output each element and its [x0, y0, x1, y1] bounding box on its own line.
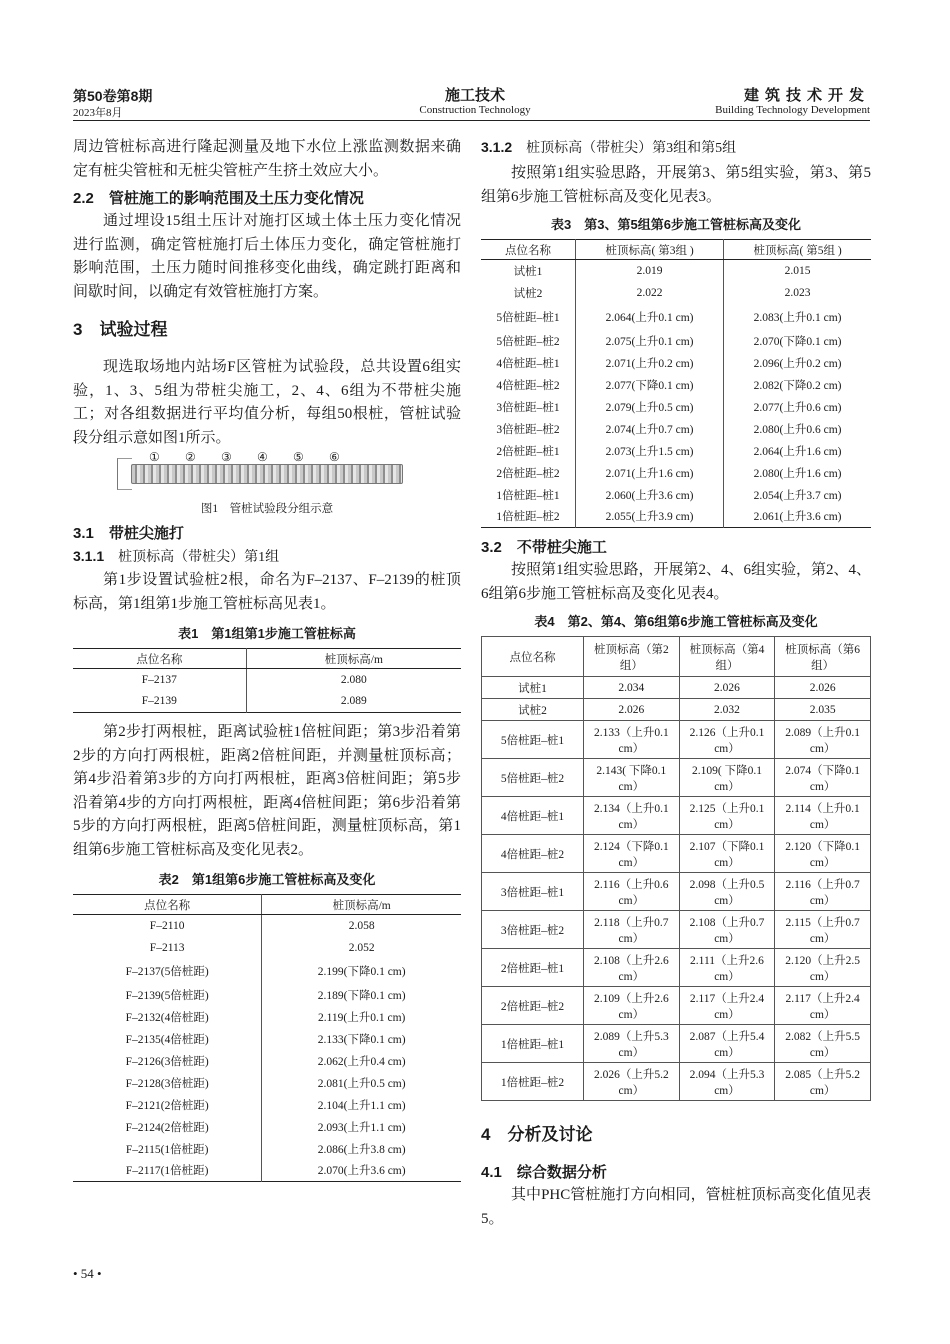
group-label-4: ④	[257, 450, 268, 464]
table-cell: 2.086(上升3.8 cm)	[317, 1143, 406, 1156]
table-cell: 2.109( 下降0.1 cm）	[679, 759, 775, 797]
table-cell: 2.143( 下降0.1 cm）	[584, 759, 680, 797]
table-cell: 2.023	[784, 286, 811, 299]
table-cell: 2.116（上升0.7 cm）	[775, 873, 871, 911]
table-row	[481, 304, 871, 330]
table-cell: 2.015	[784, 264, 811, 277]
table-cell: 2.070(下降0.1 cm)	[753, 335, 842, 348]
table-cell: 2.070(上升3.6 cm)	[317, 1165, 406, 1178]
right-column	[481, 136, 871, 1231]
table-cell: 2.026	[775, 677, 871, 699]
table-cell: 5倍桩距–桩2	[482, 759, 584, 797]
table-cell: 4倍桩距–桩1	[481, 352, 576, 374]
figure-1-diagram	[73, 450, 461, 498]
table-cell: 2.120（上升2.5 cm）	[775, 949, 871, 987]
table-cell: 2.117（上升2.4 cm）	[775, 987, 871, 1025]
table-cell: 2.077(上升0.6 cm)	[753, 401, 842, 414]
table-cell: 2.109（上升2.6 cm）	[584, 987, 680, 1025]
section-title-cn: 建筑技术开发	[743, 87, 870, 104]
section-3-paragraph: 现选取场地内站场F区管桩为试验段，总共设置6组实验，1、3、5组为带桩尖施工，2、4、6组为不带桩尖施工；对各组数据进行平均值分析，每组50根桩，管桩试验段分组示意如图1所示。	[73, 359, 461, 446]
table-cell: F–2139(5倍桩距)	[73, 984, 262, 1006]
table-cell: 2.118（上升0.7 cm）	[584, 911, 680, 949]
table-3-header	[481, 240, 871, 260]
table-cell: F–2115(1倍桩距)	[73, 1138, 262, 1160]
section-4-heading: 4 分析及讨论	[481, 1125, 593, 1144]
section-4-1-heading: 4.1 综合数据分析	[481, 1164, 607, 1181]
table-row	[482, 949, 871, 987]
table-cell: 1倍桩距–桩2	[482, 1063, 584, 1101]
table-cell: 2.032	[679, 699, 775, 721]
table-cell: 2.199(下降0.1 cm)	[317, 966, 406, 978]
table-cell: 3倍桩距–桩2	[482, 911, 584, 949]
table-3	[481, 239, 871, 528]
table-2-header	[73, 895, 461, 915]
table-cell: 2.096(上升0.2 cm)	[753, 357, 842, 370]
table-2-col-name: 点位名称	[73, 895, 262, 915]
section-4-1-paragraph: 其中PHC管桩施打方向相同，管桩桩顶标高变化值见表5。	[481, 1187, 871, 1227]
table-2-col-elev: 桩顶标高/m	[262, 895, 461, 915]
table-cell: 2.080	[340, 673, 367, 686]
table-cell: 2.034	[584, 677, 680, 699]
table-row	[482, 759, 871, 797]
table-cell: 2.019	[576, 260, 724, 282]
table-cell: 2.052	[348, 941, 375, 954]
table-3-col-group3: 桩顶标高( 第3组 )	[576, 240, 724, 260]
group-label-5: ⑤	[293, 450, 304, 464]
table-cell: 2.085（上升5.2 cm）	[775, 1063, 871, 1101]
table-row	[482, 721, 871, 759]
table-3-caption: 表3 第3、第5组第6步施工管桩标高及变化	[551, 217, 801, 232]
table-cell: 2.104(上升1.1 cm)	[317, 1099, 406, 1112]
table-cell: 2.108（上升0.7 cm）	[679, 911, 775, 949]
table-row	[73, 1138, 461, 1160]
table-4-col-group2: 桩顶标高（第2组）	[584, 637, 680, 677]
table-row	[482, 1025, 871, 1063]
table-row	[73, 1050, 461, 1072]
page-number: • 54 •	[73, 1266, 102, 1281]
table-row	[73, 959, 461, 984]
table-2-caption: 表2 第1组第6步施工管桩标高及变化	[158, 872, 376, 887]
table-cell: 2.133（上升0.1 cm）	[584, 721, 680, 759]
section-2-2-heading: 2.2 管桩施工的影响范围及土压力变化情况	[73, 190, 364, 207]
section-3-1-2-title: 桩顶标高（带桩尖）第3组和第5组	[526, 141, 737, 156]
table-cell: 2.107（下降0.1 cm）	[679, 835, 775, 873]
left-column	[73, 136, 461, 1182]
table-row	[481, 396, 871, 418]
table-cell: 2.087（上升5.4 cm）	[679, 1025, 775, 1063]
table-4-col-group4: 桩顶标高（第4组）	[679, 637, 775, 677]
table-3-col-group5: 桩顶标高( 第5组 )	[724, 240, 871, 260]
table-cell: F–2126(3倍桩距)	[73, 1050, 262, 1072]
table-cell: 5倍桩距–桩2	[481, 330, 576, 352]
table-cell: 1倍桩距–桩2	[481, 506, 576, 528]
table-cell: F–2110	[73, 915, 262, 937]
table-cell: F–2135(4倍桩距)	[73, 1028, 262, 1050]
table-cell: F–2121(2倍桩距)	[73, 1094, 262, 1116]
table-cell: 3倍桩距–桩1	[481, 396, 576, 418]
table-3-col-name: 点位名称	[481, 240, 576, 260]
table-row	[481, 282, 871, 304]
section-3-2-paragraph: 按照第1组实验思路，开展第2、4、6组实验，第2、4、6组第6步施工管桩标高及变化见表4。	[481, 562, 872, 602]
table-1-header	[73, 649, 461, 669]
table-cell: 3倍桩距–桩1	[482, 873, 584, 911]
table-row	[481, 418, 871, 440]
table-cell: 2.111（上升2.6 cm）	[679, 949, 775, 987]
table-cell: F–2124(2倍桩距)	[73, 1116, 262, 1138]
table-cell: 2.079(上升0.5 cm)	[576, 396, 724, 418]
issue-date: 2023年8月	[73, 107, 123, 119]
header-rule	[73, 120, 870, 121]
table-row	[481, 462, 871, 484]
section-3-1-2-paragraph: 按照第1组实验思路，开展第3、第5组实验，第3、第5组第6步施工管桩标高及变化见表3。	[481, 165, 871, 205]
table-cell: 2.124（下降0.1 cm）	[584, 835, 680, 873]
table-cell: 2.108（上升2.6 cm）	[584, 949, 680, 987]
table-row	[73, 1116, 461, 1138]
table-row	[482, 987, 871, 1025]
table-row	[481, 352, 871, 374]
table-row	[481, 484, 871, 506]
table-cell: 2.064(上升0.1 cm)	[576, 304, 724, 330]
section-2-2-paragraph: 通过埋设15组土压计对施打区域土体土压力变化情况进行监测，确定管桩施打后土体压力变化，确定管桩施打影响范围，土压力随时间推移变化曲线，确定跳打距离和间歇时间，以确定有效管桩施打方案。	[73, 213, 461, 300]
table-cell: 试桩2	[482, 699, 584, 721]
table-cell: 试桩2	[481, 282, 576, 304]
table-cell: 2.074(上升0.7 cm)	[576, 418, 724, 440]
table-1	[73, 648, 461, 713]
figure-1-caption: 图1 管桩试验段分组示意	[200, 503, 334, 515]
table-cell: 4倍桩距–桩2	[482, 835, 584, 873]
table-cell: 2.089（上升0.1 cm）	[775, 721, 871, 759]
table-cell: F–2117(1倍桩距)	[73, 1160, 262, 1182]
table-row	[481, 440, 871, 462]
table-cell: 1倍桩距–桩1	[481, 484, 576, 506]
table-cell: 2.081(上升0.5 cm)	[317, 1077, 406, 1090]
table-cell: 2.117（上升2.4 cm）	[679, 987, 775, 1025]
group-label-6: ⑥	[329, 450, 340, 464]
table-2	[73, 894, 461, 1182]
table-row	[73, 915, 461, 937]
table-cell: 3倍桩距–桩2	[481, 418, 576, 440]
journal-title-cn: 施工技术	[444, 87, 505, 104]
table-cell: 试桩1	[482, 677, 584, 699]
table-cell: 2.089（上升5.3 cm）	[584, 1025, 680, 1063]
table-row	[482, 699, 871, 721]
table-cell: 2.098（上升0.5 cm）	[679, 873, 775, 911]
table-cell: 4倍桩距–桩1	[482, 797, 584, 835]
table-4-col-name: 点位名称	[482, 637, 584, 677]
section-3-1-1-heading	[73, 545, 461, 569]
table-cell: 2.115（上升0.7 cm）	[775, 911, 871, 949]
group-label-1: ①	[149, 450, 160, 464]
table-cell: 2倍桩距–桩1	[481, 440, 576, 462]
table-cell: 2.083(上升0.1 cm)	[753, 311, 842, 324]
section-3-2-heading: 3.2 不带桩尖施工	[481, 539, 607, 556]
table-4	[481, 636, 871, 1101]
table-row	[481, 506, 871, 528]
table-cell: 2.119(上升0.1 cm)	[317, 1011, 406, 1024]
table-row	[482, 911, 871, 949]
table-4-header	[482, 637, 871, 677]
table-cell: 2.055(上升3.9 cm)	[576, 506, 724, 528]
table-row	[73, 691, 461, 713]
table-cell: 2.094（上升5.3 cm）	[679, 1063, 775, 1101]
section-3-1-1-title: 桩顶标高（带桩尖）第1组	[118, 550, 280, 565]
section-3-1-1-number: 3.1.1	[73, 548, 105, 564]
table-cell: 2.125（上升0.1 cm）	[679, 797, 775, 835]
table-4-col-group6: 桩顶标高（第6组）	[775, 637, 871, 677]
table-cell: 2.189(下降0.1 cm)	[317, 989, 406, 1002]
table-cell: 2.062(上升0.4 cm)	[317, 1055, 406, 1068]
table-row	[481, 260, 871, 282]
table-row	[481, 330, 871, 352]
steps-paragraph: 第2步打两根桩，距离试验桩1倍桩间距；第3步沿着第2步的方向打两根桩，距离2倍桩间距，并测量桩顶标高；第4步沿着第3步的方向打两根桩，距离3倍桩间距；第5步沿着第4步的方向打两根桩，距离4倍桩间距；第6步沿着第5步的方向打两根桩，距离5倍桩间距，测量桩顶标高，第1组第6步施工管桩标高及变化见表2。	[73, 724, 461, 858]
table-row	[482, 873, 871, 911]
section-3-1-heading: 3.1 带桩尖施打	[73, 525, 184, 542]
section-title-en: Building Technology Development	[715, 104, 870, 116]
table-cell: 2.026	[679, 677, 775, 699]
table-cell: F–2132(4倍桩距)	[73, 1006, 262, 1028]
table-cell: F–2137(5倍桩距)	[73, 959, 262, 984]
table-cell: 2.093(上升1.1 cm)	[317, 1121, 406, 1134]
table-cell: 2.133(下降0.1 cm)	[317, 1033, 406, 1046]
table-cell: 2倍桩距–桩2	[482, 987, 584, 1025]
table-cell: 2.061(上升3.6 cm)	[753, 511, 842, 524]
table-row	[482, 797, 871, 835]
journal-title-en: Construction Technology	[419, 104, 531, 116]
table-row	[73, 1094, 461, 1116]
table-cell: 2.080(上升1.6 cm)	[753, 467, 842, 480]
table-cell: 2倍桩距–桩2	[481, 462, 576, 484]
table-cell: 2.026	[584, 699, 680, 721]
intro-paragraph: 周边管桩标高进行隆起测量及地下水位上涨监测数据来确定有桩尖管桩和无桩尖管桩产生挤土效应大小。	[73, 139, 461, 179]
table-cell: 2.114（上升0.1 cm）	[775, 797, 871, 835]
table-row	[73, 1160, 461, 1182]
table-row	[481, 374, 871, 396]
table-cell: 2.071(上升0.2 cm)	[576, 352, 724, 374]
table-cell: 2.073(上升1.5 cm)	[576, 440, 724, 462]
table-1-caption: 表1 第1组第1步施工管桩标高	[178, 626, 356, 641]
pile-strip	[131, 464, 403, 484]
table-cell: 试桩1	[481, 260, 576, 282]
section-3-heading: 3 试验过程	[73, 320, 168, 339]
table-4-caption: 表4 第2、第4、第6组第6步施工管桩标高及变化	[534, 614, 818, 629]
table-cell: 2.058	[348, 919, 375, 932]
table-cell: 2.134（上升0.1 cm）	[584, 797, 680, 835]
table-row	[73, 937, 461, 959]
table-row	[73, 1028, 461, 1050]
table-cell: 5倍桩距–桩1	[482, 721, 584, 759]
table-row	[482, 677, 871, 699]
table-row	[73, 1072, 461, 1094]
group-label-2: ②	[185, 450, 196, 464]
table-cell: F–2113	[73, 937, 262, 959]
table-cell: 2.071(上升1.6 cm)	[576, 462, 724, 484]
table-cell: 2.126（上升0.1 cm）	[679, 721, 775, 759]
section-3-1-2-heading	[481, 136, 871, 160]
table-cell: 2.060(上升3.6 cm)	[576, 484, 724, 506]
table-cell: 2.075(上升0.1 cm)	[576, 330, 724, 352]
table-cell: 5倍桩距–桩1	[481, 304, 576, 330]
table-cell: 2.022	[576, 282, 724, 304]
table-1-col-name: 点位名称	[73, 649, 246, 669]
volume-issue: 第50卷第8期	[73, 88, 153, 104]
table-row	[73, 669, 461, 691]
table-cell: F–2128(3倍桩距)	[73, 1072, 262, 1094]
table-cell: F–2139	[73, 691, 246, 713]
table-cell: 2.080(上升0.6 cm)	[753, 423, 842, 436]
table-row	[482, 835, 871, 873]
table-cell: 2.077(下降0.1 cm)	[576, 374, 724, 396]
pile-end-marker	[117, 458, 132, 490]
table-cell: 2.064(上升1.6 cm)	[753, 445, 842, 458]
table-cell: 2.082(下降0.2 cm)	[753, 379, 842, 392]
table-row	[73, 984, 461, 1006]
table-cell: 2.054(上升3.7 cm)	[753, 489, 842, 502]
table-cell: 2.074（下降0.1 cm）	[775, 759, 871, 797]
table-cell: 2.120（下降0.1 cm）	[775, 835, 871, 873]
table-cell: 2.089	[340, 695, 367, 708]
table-cell: 2.026（上升5.2 cm）	[584, 1063, 680, 1101]
table-cell: 2.035	[775, 699, 871, 721]
table-cell: 2倍桩距–桩1	[482, 949, 584, 987]
table-row	[482, 1063, 871, 1101]
section-3-1-1-paragraph: 第1步设置试验桩2根，命名为F–2137、F–2139的桩顶标高，第1组第1步施工管桩标高见表1。	[73, 572, 461, 612]
table-cell: 2.116（上升0.6 cm）	[584, 873, 680, 911]
section-3-1-2-number: 3.1.2	[481, 139, 513, 155]
table-cell: 1倍桩距–桩1	[482, 1025, 584, 1063]
table-cell: 2.082（上升5.5 cm）	[775, 1025, 871, 1063]
table-1-col-elev: 桩顶标高/m	[246, 649, 461, 669]
group-label-3: ③	[221, 450, 232, 464]
table-cell: F–2137	[73, 669, 246, 691]
table-row	[73, 1006, 461, 1028]
table-cell: 4倍桩距–桩2	[481, 374, 576, 396]
